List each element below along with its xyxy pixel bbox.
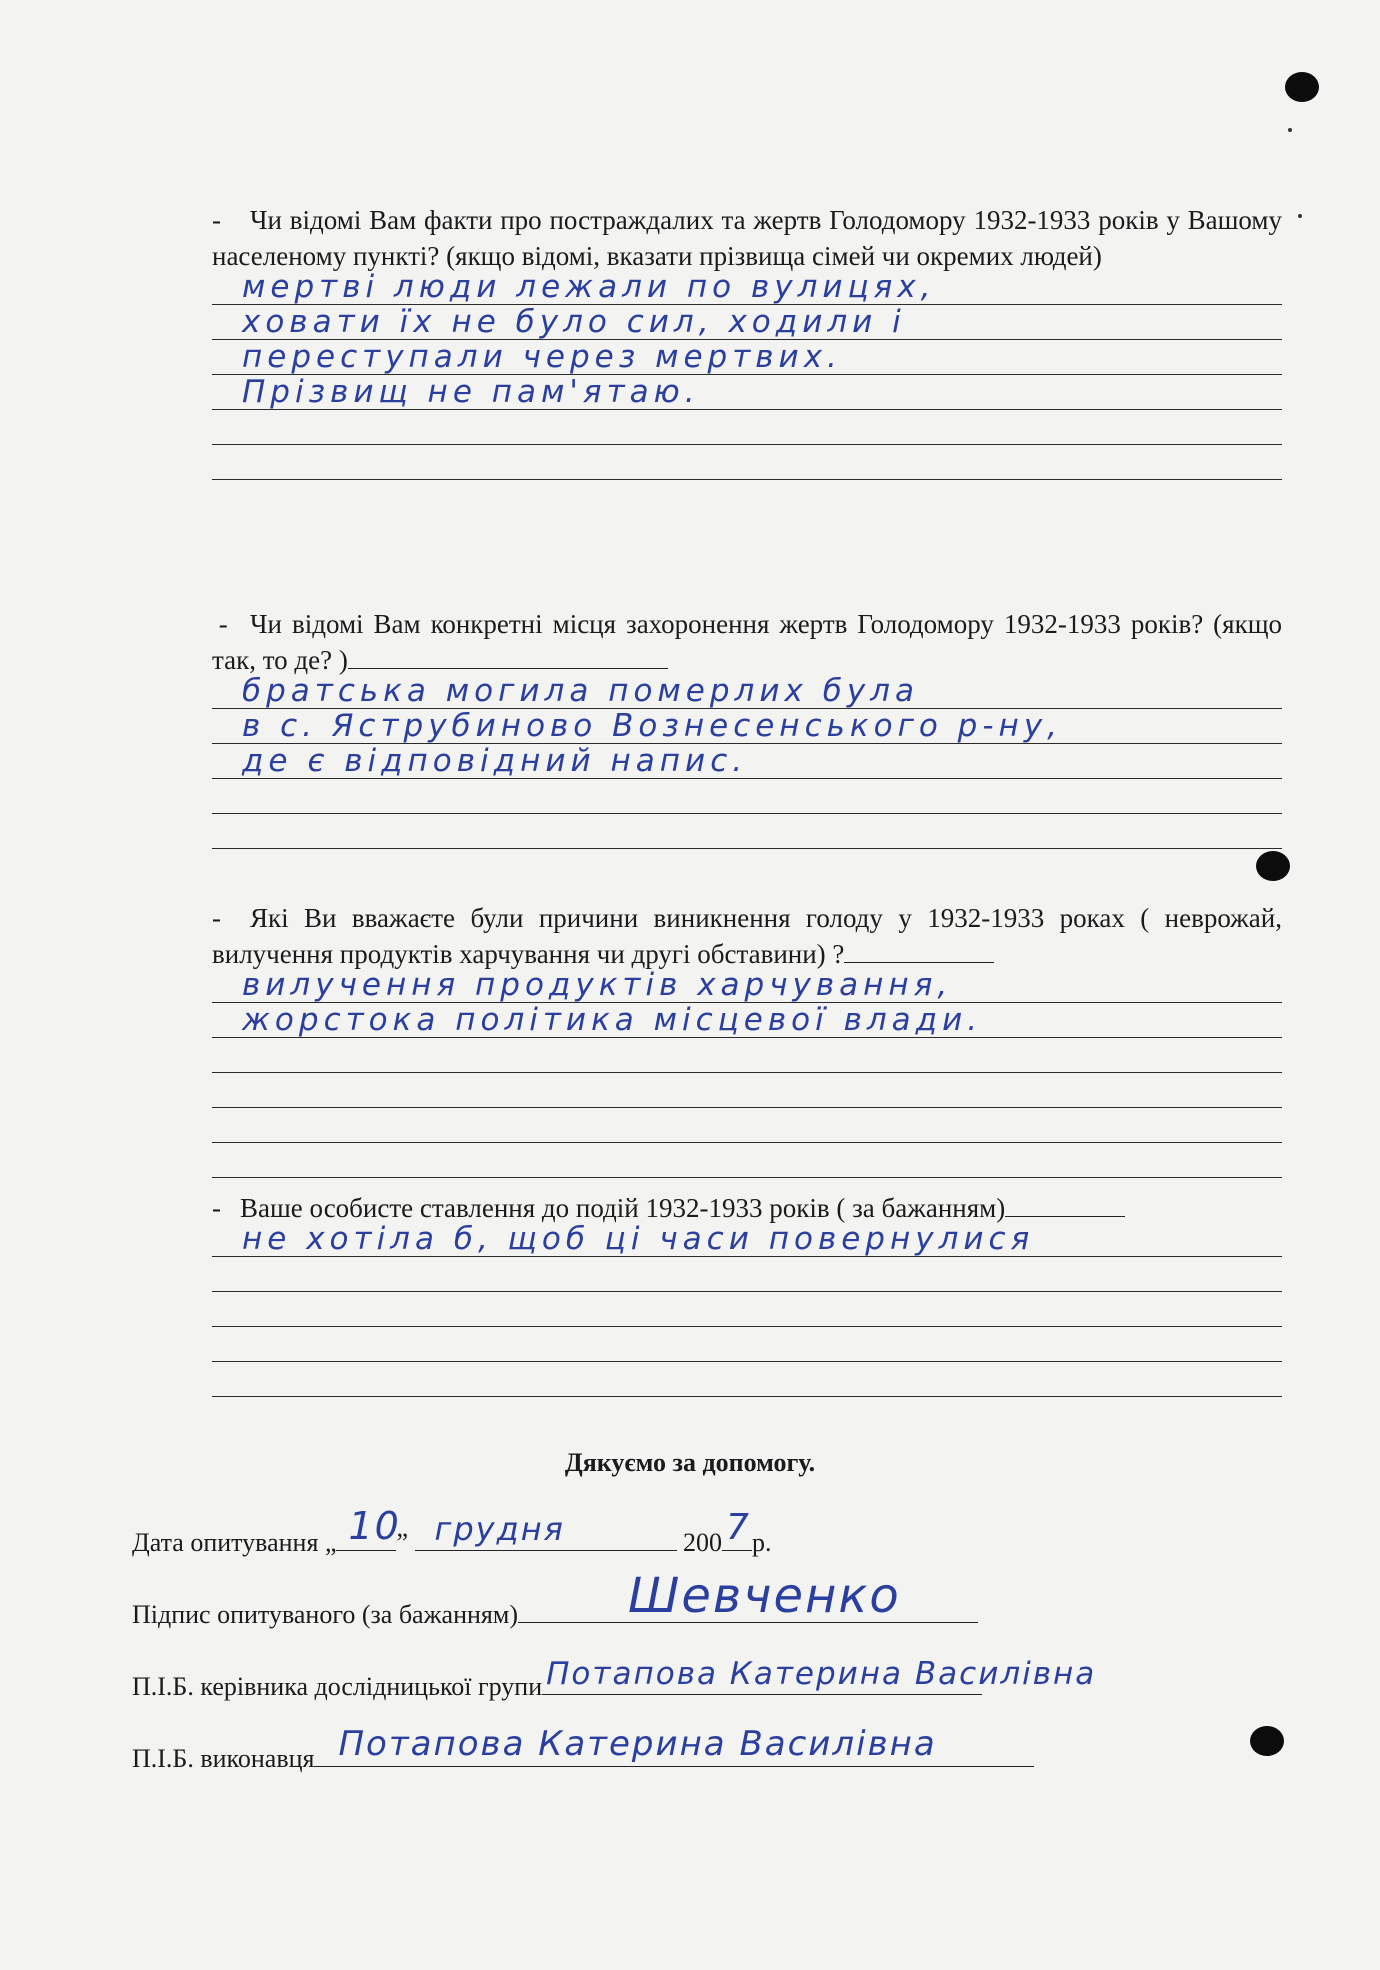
signature: Шевченко bbox=[628, 1568, 901, 1624]
handwritten-answer: братська могила померлих була bbox=[242, 673, 919, 709]
answer-line[interactable] bbox=[212, 1362, 1282, 1397]
date-month-field[interactable] bbox=[415, 1510, 677, 1551]
handwritten-answer: Прізвищ не пам'ятаю. bbox=[242, 374, 700, 410]
answer-lines bbox=[212, 968, 1282, 1178]
answer-lines bbox=[212, 674, 1282, 849]
question-text: - Чи відомі Вам факти про постраждалих та жертв Голодомору 1932-1933 років у Вашому населеному пункті? (якщо відомі, вказати прізвища сімей чи окремих людей) bbox=[212, 205, 1282, 271]
question-text: - Чи відомі Вам конкретні місця захоронення жертв Голодомору 1932-1933 років? (якщо так, то де? ) bbox=[212, 609, 1282, 675]
year-digit-field[interactable] bbox=[722, 1507, 752, 1551]
question-text: - Ваше особисте ставлення до подій 1932-1933 років ( за бажанням) bbox=[212, 1190, 1282, 1226]
answer-line[interactable] bbox=[212, 1073, 1282, 1108]
answer-line[interactable] bbox=[212, 674, 1282, 709]
thanks-text: Дякуємо за допомогу. bbox=[564, 1448, 816, 1477]
answer-line[interactable] bbox=[212, 305, 1282, 340]
quote-close: ” bbox=[396, 1528, 409, 1557]
punch-hole bbox=[1285, 72, 1319, 102]
answer-line[interactable] bbox=[212, 1222, 1282, 1257]
answer-line[interactable] bbox=[212, 1143, 1282, 1178]
performer-name: Потапова Катерина Василівна bbox=[338, 1724, 937, 1764]
answer-line[interactable] bbox=[212, 270, 1282, 305]
survey-date-row bbox=[132, 1504, 772, 1558]
date-label: Дата опитування bbox=[132, 1528, 319, 1557]
handwritten-answer: не хотіла б, щоб ці часи повернулися bbox=[242, 1221, 1035, 1257]
question-1 bbox=[212, 202, 1282, 480]
question-3 bbox=[212, 900, 1282, 1178]
handwritten-answer: жорстока політика місцевої влади. bbox=[242, 1002, 983, 1038]
handwritten-answer: вилучення продуктів харчування, bbox=[242, 967, 953, 1003]
leader-row bbox=[132, 1656, 1097, 1702]
answer-lines bbox=[212, 270, 1282, 480]
question-text: - Які Ви вважаєте були причини виникнення голоду у 1932-1933 роках ( неврожай, вилучення продуктів харчування чи другі обставини) ? bbox=[212, 903, 1282, 969]
answer-line[interactable] bbox=[212, 744, 1282, 779]
handwritten-answer: ховати їх не було сил, ходили і bbox=[242, 304, 906, 340]
date-day-field[interactable] bbox=[336, 1504, 401, 1551]
performer-row bbox=[132, 1724, 1034, 1774]
answer-line[interactable] bbox=[212, 709, 1282, 744]
handwritten-answer: де є відповідний напис. bbox=[242, 743, 748, 779]
answer-line[interactable] bbox=[212, 1327, 1282, 1362]
year-prefix: 200 bbox=[683, 1528, 723, 1557]
handwritten-answer: в с. Яструбиново Вознесенського р-ну, bbox=[242, 708, 1063, 744]
leader-name: Потапова Катерина Василівна bbox=[546, 1656, 1097, 1692]
date-month: грудня bbox=[434, 1510, 565, 1548]
answer-line[interactable] bbox=[212, 968, 1282, 1003]
answer-lines bbox=[212, 1222, 1282, 1397]
punch-hole bbox=[1256, 851, 1290, 881]
handwritten-answer: переступали через мертвих. bbox=[242, 339, 842, 375]
date-day: 10 bbox=[348, 1504, 401, 1548]
performer-name-field[interactable] bbox=[314, 1724, 1034, 1767]
handwritten-answer: мертві люди лежали по вулицях, bbox=[242, 269, 936, 305]
signature-row bbox=[132, 1568, 978, 1630]
answer-line[interactable] bbox=[212, 1003, 1282, 1038]
answer-line[interactable] bbox=[212, 375, 1282, 410]
answer-line[interactable] bbox=[212, 1108, 1282, 1143]
answer-line[interactable] bbox=[212, 1292, 1282, 1327]
speck bbox=[1288, 128, 1292, 132]
answer-line[interactable] bbox=[212, 340, 1282, 375]
answer-line[interactable] bbox=[212, 779, 1282, 814]
signature-field[interactable] bbox=[518, 1568, 978, 1624]
question-4 bbox=[212, 1190, 1282, 1397]
quote-open: „ bbox=[324, 1528, 337, 1557]
signature-label: Підпис опитуваного (за бажанням) bbox=[132, 1600, 518, 1629]
answer-line[interactable] bbox=[212, 1257, 1282, 1292]
speck bbox=[1298, 214, 1302, 218]
answer-line[interactable] bbox=[212, 1038, 1282, 1073]
punch-hole bbox=[1250, 1726, 1284, 1756]
answer-line[interactable] bbox=[212, 814, 1282, 849]
year-suffix: р. bbox=[752, 1528, 772, 1557]
question-2 bbox=[212, 606, 1282, 849]
answer-line[interactable] bbox=[212, 410, 1282, 445]
leader-name-field[interactable] bbox=[542, 1656, 1097, 1695]
year-digit: 7 bbox=[726, 1507, 751, 1548]
performer-label: П.І.Б. виконавця bbox=[132, 1744, 315, 1773]
answer-line[interactable] bbox=[212, 445, 1282, 480]
leader-label: П.І.Б. керівника дослідницької групи bbox=[132, 1672, 543, 1701]
